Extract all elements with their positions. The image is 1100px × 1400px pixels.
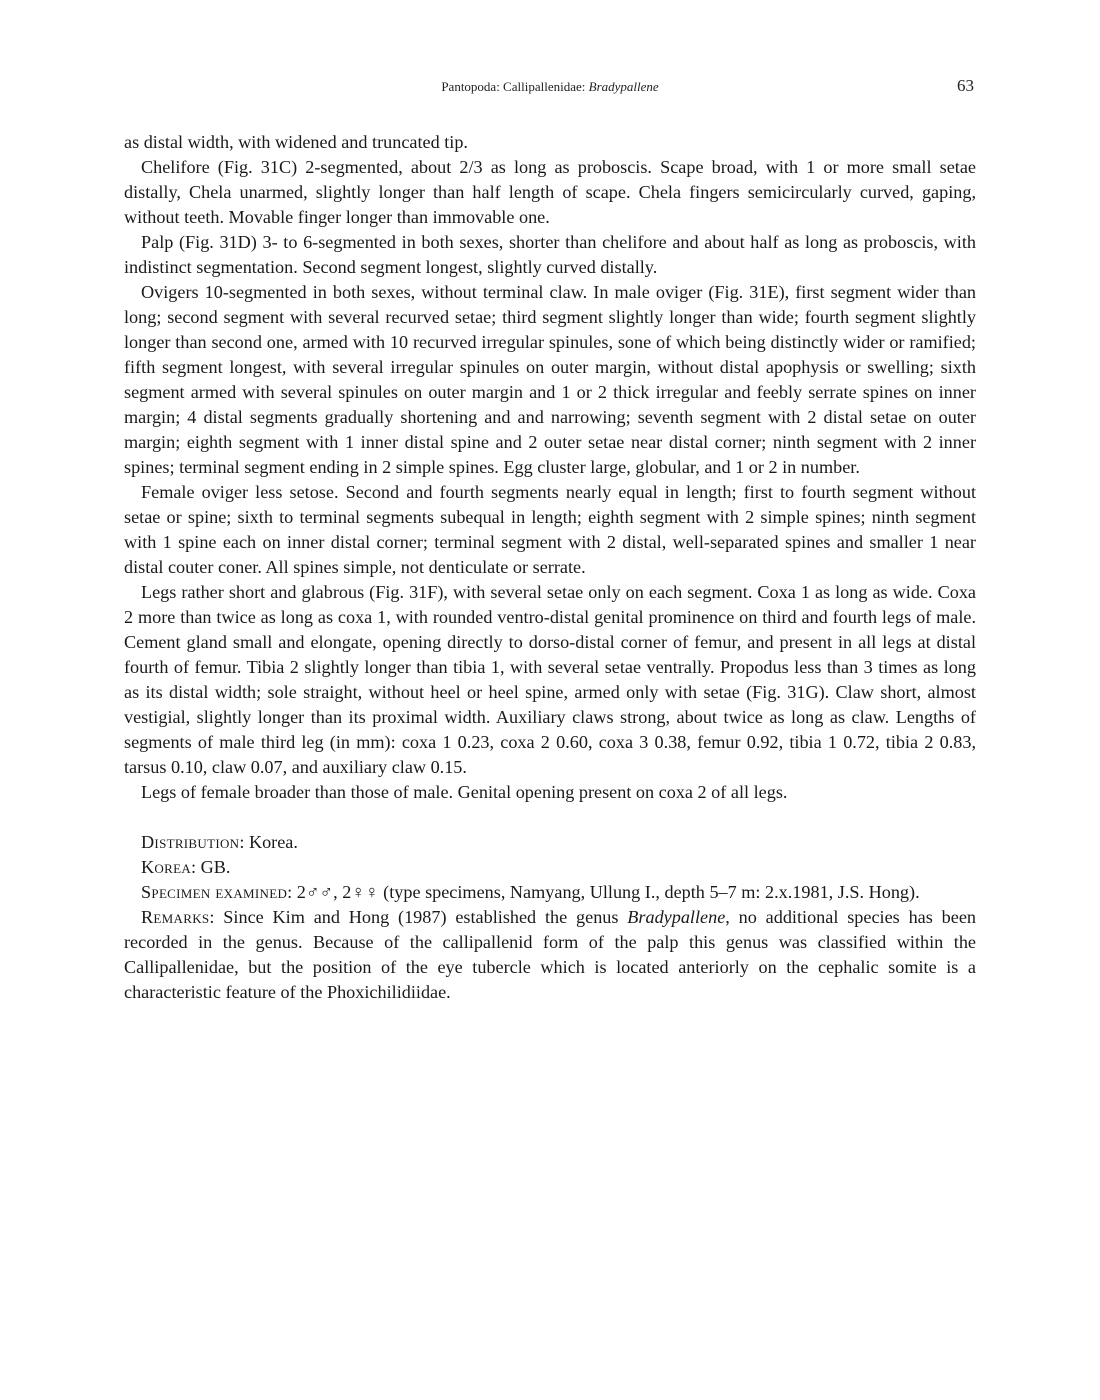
korea-section <box>124 855 976 880</box>
korea-text: : GB. <box>191 857 231 877</box>
distribution-label: Distribution <box>141 832 240 852</box>
specimen-text: : 2♂♂, 2♀♀ (type specimens, Namyang, Ullung I., depth 5–7 m: 2.x.1981, J.S. Hong). <box>287 882 920 902</box>
paragraph-continuation: as distal width, with widened and truncated tip. <box>124 132 468 152</box>
running-header <box>124 76 976 98</box>
section-gap <box>124 805 976 830</box>
body-text <box>124 130 976 1005</box>
remarks-label: Remarks <box>141 907 210 927</box>
paragraph-palp: Palp (Fig. 31D) 3- to 6-segmented in both sexes, shorter than chelifore and about half as long as proboscis, with indistinct segmentation. Second segment longest, slightly curved distally. <box>124 232 976 277</box>
paragraph-female-legs: Legs of female broader than those of male. Genital opening present on coxa 2 of all legs. <box>141 782 788 802</box>
page-number: 63 <box>957 76 974 95</box>
running-title <box>124 79 976 95</box>
distribution-section <box>124 830 976 855</box>
remarks-genus: Bradypallene <box>627 907 726 927</box>
running-title-text: Pantopoda: Callipallenidae: <box>441 79 589 94</box>
paragraph-ovigers: Ovigers 10-segmented in both sexes, without terminal claw. In male oviger (Fig. 31E), first segment wider than long; second segment with several recurved setae; third segment slightly longer than wide; fourth segment slightly longer than second one, armed with 10 recurved irregular spinules, sone of which being distinctly wider or ramified; fifth segment longest, with several irregular spinules on outer margin, without distal apophysis or swelling; sixth segment armed with several spinules on outer margin and 1 or 2 thick irregular and feebly serrate spines on inner margin; 4 distal segments gradually shortening and and narrowing; seventh segment with 2 distal setae on outer margin; eighth segment with 1 inner distal spine and 2 outer setae near distal corner; ninth segment with 2 inner spines; terminal segment ending in 2 simple spines. Egg cluster large, globular, and 1 or 2 in number. <box>124 282 976 477</box>
remarks-text-2: , no additional species has been recorded in the genus. Because of the callipallenid form of the palp this genus was classified within the Callipallenidae, but the position of the eye tubercle which is located anteriorly on the cephalic somite is a characteristic feature of the Phoxichilidiidae. <box>124 907 976 1002</box>
specimen-section <box>124 880 976 905</box>
running-title-genus: Bradypallene <box>588 79 659 94</box>
paragraph-chelifore: Chelifore (Fig. 31C) 2-segmented, about 2/3 as long as proboscis. Scape broad, with 1 or more small setae distally, Chela unarmed, slightly longer than half length of scape. Chela fingers semicircularly curved, gaping, without teeth. Movable finger longer than immovable one. <box>124 157 976 227</box>
paragraph-legs: Legs rather short and glabrous (Fig. 31F), with several setae only on each segment. Coxa 1 as long as wide. Coxa 2 more than twice as long as coxa 1, with rounded ventro-distal genital prominence on third and fourth legs of male. Cement gland small and elongate, opening directly to dorso-distal corner of femur, and present in all legs at distal fourth of femur. Tibia 2 slightly longer than tibia 1, with several setae ventrally. Propodus less than 3 times as long as its distal width; sole straight, without heel or heel spine, armed only with setae (Fig. 31G). Claw short, almost vestigial, slightly longer than its proximal width. Auxiliary claws strong, about twice as long as claw. Lengths of segments of male third leg (in mm): coxa 1 0.23, coxa 2 0.60, coxa 3 0.38, femur 0.92, tibia 1 0.72, tibia 2 0.83, tarsus 0.10, claw 0.07, and auxiliary claw 0.15. <box>124 582 976 777</box>
remarks-text-1: : Since Kim and Hong (1987) established the genus <box>209 907 628 927</box>
remarks-section <box>124 905 976 1005</box>
paragraph-female-oviger: Female oviger less setose. Second and fourth segments nearly equal in length; first to fourth segment without setae or spine; sixth to terminal segments subequal in length; eighth segment with 2 simple spines; ninth segment with 1 spine each on inner distal corner; terminal segment with 2 distal, well-separated spines and smaller 1 near distal couter coner. All spines simple, not denticulate or serrate. <box>124 482 976 577</box>
korea-label: Korea <box>141 857 192 877</box>
distribution-text: : Korea. <box>239 832 298 852</box>
specimen-label: Specimen examined <box>141 882 288 902</box>
